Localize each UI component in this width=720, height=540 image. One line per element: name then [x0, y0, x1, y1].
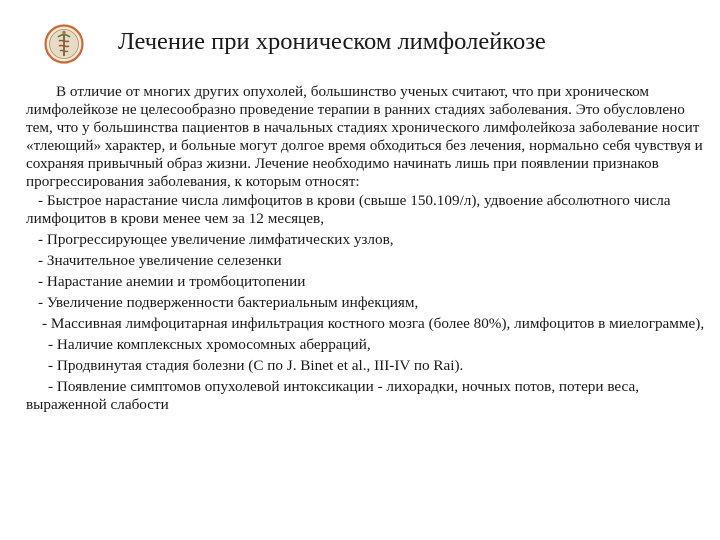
medical-emblem-icon: [44, 24, 84, 64]
list-item: - Прогрессирующее увеличение лимфатических узлов,: [38, 231, 394, 248]
slide-body: [26, 83, 706, 417]
page-title: Лечение при хроническом лимфолейкозе: [118, 28, 546, 55]
list-item: - Массивная лимфоцитарная инфильтрация костного мозга (более 80%), лимфоцитов в миелограмме),: [42, 315, 705, 332]
list-item: - Значительное увеличение селезенки: [38, 252, 282, 269]
intro-paragraph: В отличие от многих других опухолей, большинство ученых считают, что при хроническом лимфолейкозе не целесообразно проведение терапии в ранних стадиях заболевания. Это обусловлено тем, что у большинства пациентов в начальных стадиях хронического лимфолейкоза заболевание носит «тлеющий» характер, и больные могут долгое время обходиться без лечения, нормально себя чувствуя и сохраняя привычный образ жизни. Лечение необходимо начинать лишь при появлении признаков прогрессирования заболевания, к которым относят:: [26, 83, 703, 190]
list-item: - Нарастание анемии и тромбоцитопении: [38, 273, 306, 290]
list-item: - Появление симптомов опухолевой интоксикации - лихорадки, ночных потов, потери веса, выраженной слабости: [26, 378, 639, 413]
list-item: - Наличие комплексных хромосомных аберраций,: [48, 336, 371, 353]
list-item: - Быстрое нарастание числа лимфоцитов в крови (свыше 150.109/л), удвоение абсолютного числа лимфоцитов в крови менее чем за 12 месяцев,: [26, 192, 671, 227]
list-item: - Увеличение подверженности бактериальным инфекциям,: [38, 294, 419, 311]
list-item: - Продвинутая стадия болезни (С по J. Binet et al., III-IV по Rai).: [48, 357, 464, 374]
progression-criteria-list: [26, 192, 706, 414]
